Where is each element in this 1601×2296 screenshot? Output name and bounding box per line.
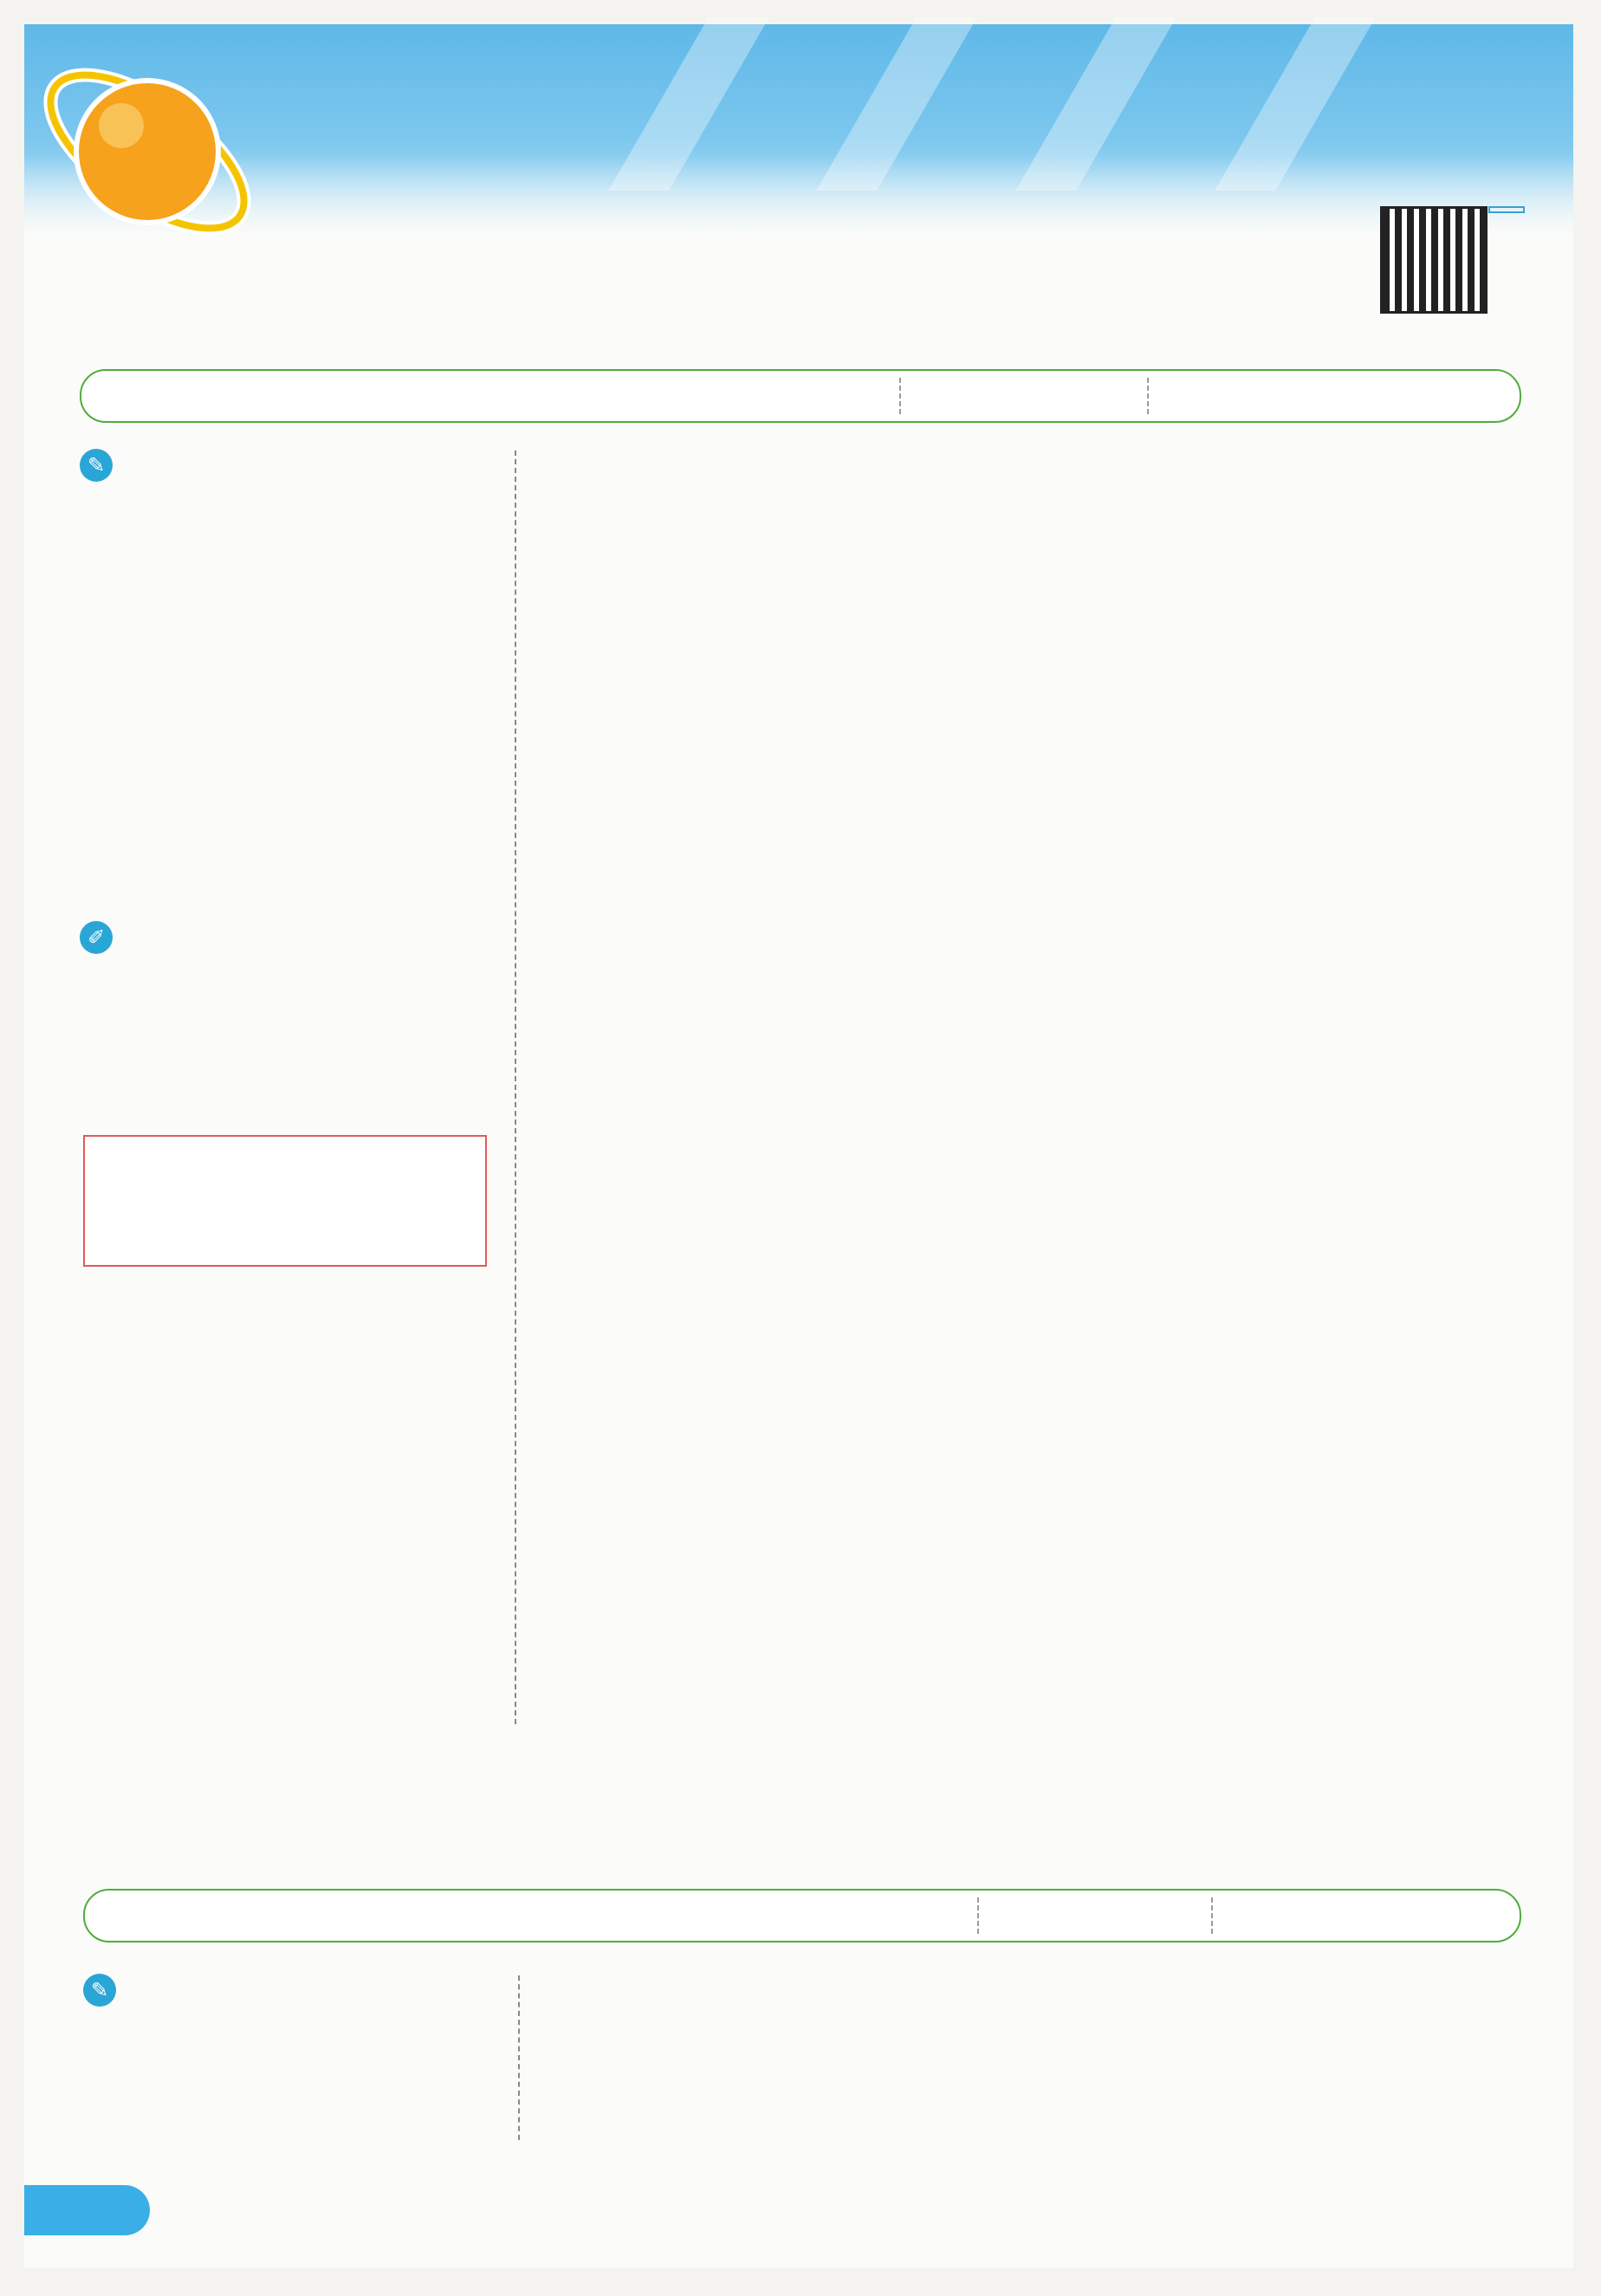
options-box: [83, 1135, 487, 1267]
tip-heading: [80, 446, 118, 482]
qr-code-icon[interactable]: [1380, 206, 1488, 314]
practice-heading: [80, 918, 118, 954]
column-divider: [515, 451, 516, 1724]
key-icon: ✎: [83, 1974, 116, 2007]
passage1-info-bar: [80, 369, 1521, 423]
page-number: [24, 2185, 150, 2235]
divider: [1147, 378, 1149, 414]
pencil-icon: ✐: [80, 921, 113, 954]
tip-heading: [83, 1971, 121, 2007]
planet-logo-icon: [26, 35, 286, 251]
divider: [977, 1897, 979, 1934]
divider: [1211, 1897, 1213, 1934]
column-divider: [518, 1975, 520, 2140]
divider: [899, 378, 901, 414]
passage2-info-bar: [83, 1889, 1521, 1943]
video-lecture-label[interactable]: [1488, 206, 1525, 213]
key-icon: ✎: [80, 449, 113, 482]
